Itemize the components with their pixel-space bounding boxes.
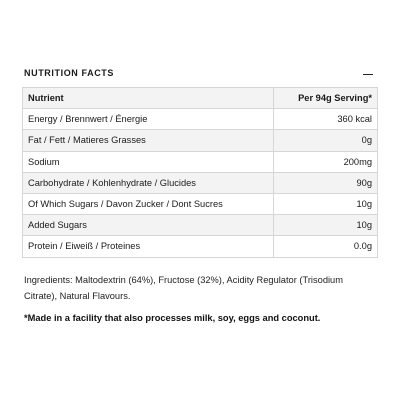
nutrient-value: 360 kcal bbox=[274, 109, 378, 130]
nutrient-value: 0.0g bbox=[274, 236, 378, 257]
ingredients-text: Ingredients: Maltodextrin (64%), Fructose (32%), Acidity Regulator (Trisodium Citrate), Natural Flavours. bbox=[24, 275, 343, 301]
nutrient-value: 0g bbox=[274, 130, 378, 151]
nutrient-label: Energy / Brennwert / Énergie bbox=[23, 109, 274, 130]
nutrient-label: Carbohydrate / Kohlenhydrate / Glucides bbox=[23, 172, 274, 193]
allergen-note: *Made in a facility that also processes milk, soy, eggs and coconut. bbox=[24, 313, 321, 323]
nutrient-label: Protein / Eiweiß / Proteines bbox=[23, 236, 274, 257]
table-row bbox=[23, 151, 378, 172]
table-row bbox=[23, 109, 378, 130]
nutrition-facts-header[interactable] bbox=[24, 66, 378, 80]
minus-icon[interactable] bbox=[362, 67, 374, 79]
column-header-nutrient: Nutrient bbox=[23, 88, 274, 109]
nutrition-table bbox=[22, 87, 378, 258]
table-row bbox=[23, 236, 378, 257]
panel-title: NUTRITION FACTS bbox=[24, 68, 114, 78]
nutrient-label: Added Sugars bbox=[23, 215, 274, 236]
nutrient-value: 10g bbox=[274, 215, 378, 236]
table-row bbox=[23, 215, 378, 236]
table-row bbox=[23, 130, 378, 151]
nutrient-label: Sodium bbox=[23, 151, 274, 172]
nutrient-label: Of Which Sugars / Davon Zucker / Dont Sucres bbox=[23, 193, 274, 214]
nutrient-value: 90g bbox=[274, 172, 378, 193]
nutrient-label: Fat / Fett / Matieres Grasses bbox=[23, 130, 274, 151]
table-header-row bbox=[23, 88, 378, 109]
nutrient-value: 10g bbox=[274, 193, 378, 214]
table-row bbox=[23, 193, 378, 214]
column-header-serving: Per 94g Serving* bbox=[274, 88, 378, 109]
nutrient-value: 200mg bbox=[274, 151, 378, 172]
table-row bbox=[23, 172, 378, 193]
